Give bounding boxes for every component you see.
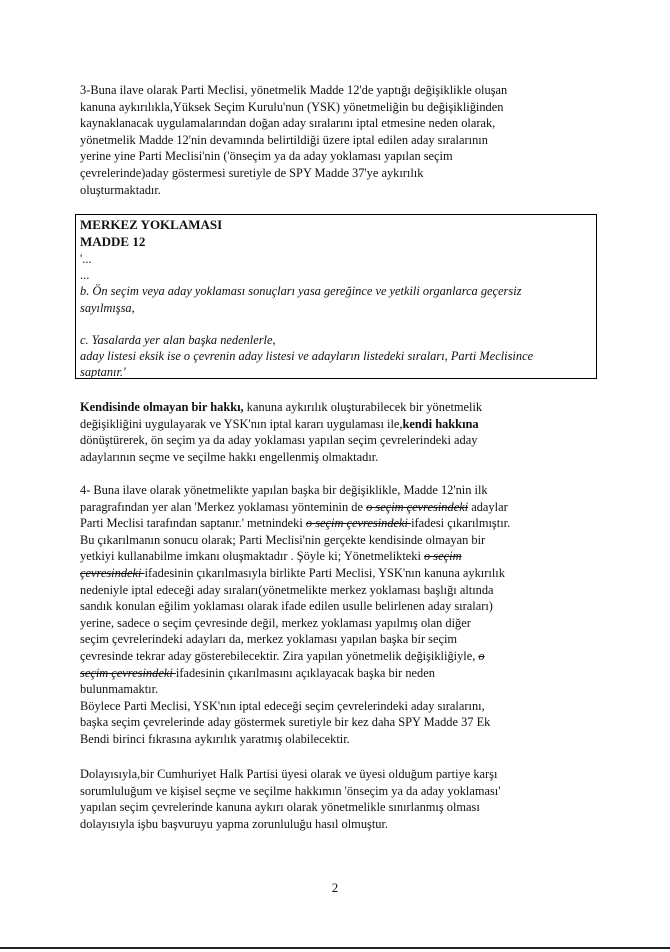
paragraph-conclusion (80, 766, 588, 832)
page-number: 2 (331, 880, 339, 895)
paragraph-3 (80, 82, 588, 198)
text-line: yerine, sadece o seçim çevresinde değil, merkez yoklaması yapılmış olan diğer (80, 615, 471, 630)
text-line: dolayısıyla işbu başvuruyu yapma zorunluluğu hasıl olmuştur. (80, 816, 389, 831)
text-line: oluşturmaktadır. (80, 182, 161, 197)
article-number: MADDE 12 (80, 234, 146, 249)
text-span: ifadesinin çıkarılmasını açıklayacak başka bir neden (175, 665, 435, 680)
struck-phrase: çevresindeki (80, 565, 145, 580)
paragraph-rights (80, 399, 588, 465)
text-line: dönüştürerek, ön seçim ya da aday yoklaması yapılan seçim çevrelerindeki aday (80, 433, 478, 448)
text-span: paragrafından yer alan 'Merkez yoklaması yönteminin de (80, 499, 367, 514)
bold-phrase: kendi hakkına (402, 416, 479, 431)
clause-b: b. Ön seçim veya aday yoklaması sonuçları yasa gereğince ve yetkili organlarca geçersiz (80, 284, 522, 298)
text-line: nedeniyle iptal edeceği aday sıraları(yönetmelikte merkez yoklaması başlığı altında (80, 582, 494, 597)
page-bottom-divider (0, 947, 670, 949)
clause-c-cont: aday listesi eksik ise o çevrenin aday listesi ve adayların listedeki sıraları, Parti Meclisince (80, 349, 534, 363)
text-line: başka seçim çevrelerinde aday göstermek suretiyle bir kez daha SPY Madde 37 Ek (80, 715, 491, 730)
text-line: Bendi birinci fıkrasına aykırılık yaratmış olabilecektir. (80, 731, 350, 746)
struck-phrase: o seçim (424, 549, 462, 564)
text-span: ifadesi çıkarılmıştır. (411, 516, 511, 531)
text-line: sorumluluğum ve kişisel seçme ve seçilme hakkımın 'önseçim ya da aday yoklaması' (80, 783, 501, 798)
text-span: ifadesinin çıkarılmasıyla birlikte Parti Meclisi, YSK'nın kanuna aykırılık (144, 565, 505, 580)
text-line: yönetmelik Madde 12'nin devamında belirtildiği üzere iptal edilen aday sıralarının (80, 132, 488, 147)
text-span: Parti Meclisi tarafından saptanır.' metnindeki (80, 516, 306, 531)
text-line: kaynaklanacak uygulamalarından doğan aday sıralarını iptal etmesine neden olarak, (80, 116, 496, 131)
text-line: yapılan seçim çevrelerinde kanuna aykırı olarak yönetmelikle sınırlanmış olması (80, 800, 480, 815)
ellipsis-line: ... (80, 268, 90, 282)
article-title: MERKEZ YOKLAMASI (80, 217, 223, 232)
bold-phrase: Kendisinde olmayan bir hakkı, (80, 400, 244, 414)
text-line: seçim çevrelerindeki adayları da, merkez yoklaması yapılan başka bir seçim (80, 632, 458, 647)
text-line: 3-Buna ilave olarak Parti Meclisi, yönetmelik Madde 12'de yaptığı değişiklikle oluşan (80, 83, 508, 97)
text-line: kanuna aykırılıkla,Yüksek Seçim Kurulu'nun (YSK) yönetmeliğin bu değişikliğinden (80, 99, 504, 114)
text-line: çevrelerinde)aday göstermesi suretiyle de SPY Madde 37'ye aykırılık (80, 165, 424, 180)
text-span: çevresinde tekrar aday gösterebilecektir. Zira yapılan yönetmelik değişikliğiyle, (80, 648, 479, 663)
struck-phrase: o seçim çevresindeki (366, 499, 469, 514)
struck-phrase: o seçim çevresindeki (305, 516, 412, 531)
text-span: değişikliğini uygulayarak ve YSK'nın iptal kararı uygulaması ile, (80, 416, 403, 431)
text-line: yerine yine Parti Meclisi'nin ('önseçim ya da aday yoklaması yapılan seçim (80, 149, 453, 164)
paragraph-4 (80, 482, 588, 748)
text-line: Böylece Parti Meclisi, YSK'nın iptal edeceği seçim çevrelerindeki aday sıralarını, (80, 698, 485, 713)
text-span: adaylar (468, 499, 508, 514)
clause-c-end: saptanır.' (80, 365, 126, 379)
clause-c: c. Yasalarda yer alan başka nedenlerle, (80, 333, 276, 347)
struck-phrase: o (478, 648, 485, 663)
text-line: adaylarının seçme ve seçilme hakkı engellenmiş olmaktadır. (80, 449, 379, 464)
text-line: Dolayısıyla,bir Cumhuriyet Halk Partisi üyesi olarak ve üyesi olduğum partiye karşı (80, 767, 498, 781)
text-span: yetkiyi kullanabilme imkanı oluşmaktadır . Şöyle ki; Yönetmelikteki (80, 549, 425, 564)
clause-b-cont: sayılmışsa, (80, 301, 135, 315)
text-span: kanuna aykırılık oluşturabilecek bir yönetmelik (243, 400, 483, 414)
quoted-article-box (75, 214, 597, 379)
text-line: 4- Buna ilave olarak yönetmelikte yapılan başka bir değişiklikle, Madde 12'nin ilk (80, 483, 488, 497)
text-line: Bu çıkarılmanın sonucu olarak; Parti Meclisi'nin gerçekte kendisinde olmayan bir (80, 532, 486, 547)
ellipsis-line: '... (80, 252, 92, 266)
text-line: bulunmamaktır. (80, 682, 159, 697)
struck-phrase: seçim çevresindeki (80, 665, 176, 680)
text-line: sandık konulan eğilim yoklaması olarak ifade edilen usulle belirlenen aday sıraları) (80, 599, 493, 614)
